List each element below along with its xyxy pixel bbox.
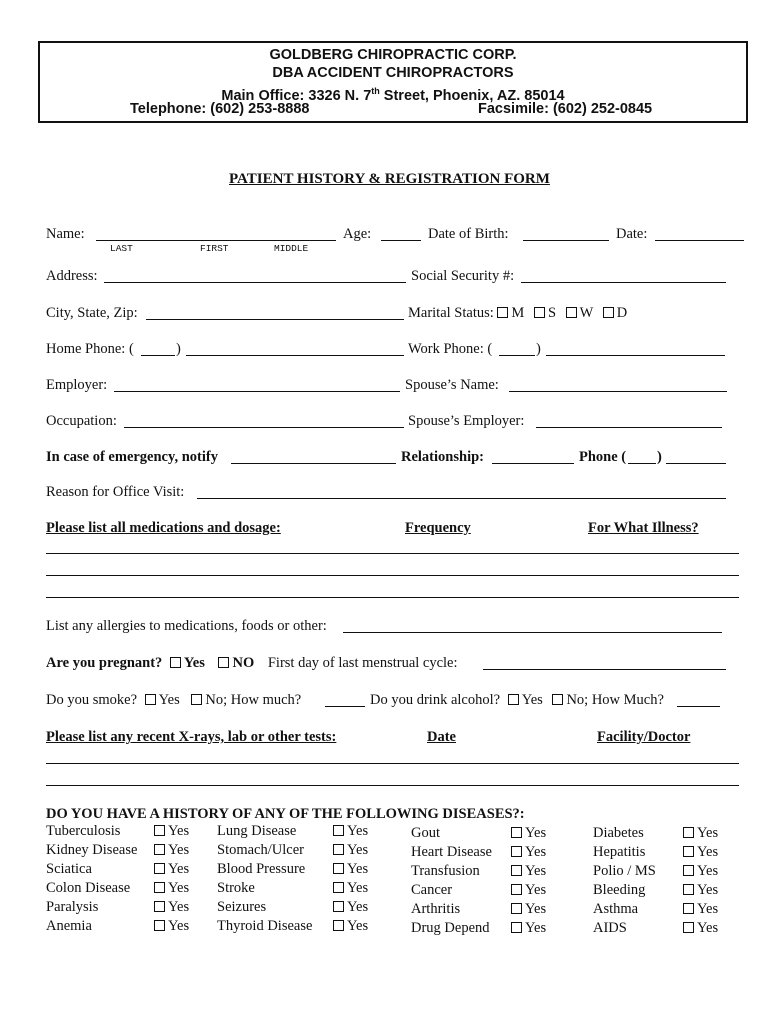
marital-w-label: W <box>579 305 594 321</box>
emergency-contact-label: In case of emergency, notify <box>46 449 218 465</box>
disease-yes-option[interactable] <box>683 862 718 881</box>
disease-yes-checkbox[interactable] <box>683 827 694 838</box>
menstrual-cycle-label: First day of last menstrual cycle: <box>267 655 458 671</box>
address-text: Main Office: 3326 N. 7 <box>221 87 372 104</box>
habits-group <box>46 691 301 709</box>
pregnant-yes-checkbox[interactable] <box>170 657 181 668</box>
pregnant-yes-label: Yes <box>183 655 205 671</box>
disease-yes-checkbox[interactable] <box>511 827 522 838</box>
disease-yes-option[interactable] <box>154 879 189 898</box>
dba-name: DBA ACCIDENT CHIROPRACTORS <box>272 65 514 81</box>
disease-yes-option[interactable] <box>683 843 718 862</box>
disease-label: Colon Disease <box>46 880 131 896</box>
disease-yes-checkbox[interactable] <box>154 844 165 855</box>
disease-label: Transfusion <box>411 863 480 879</box>
disease-yes-checkbox[interactable] <box>154 863 165 874</box>
disease-yes-label: Yes <box>168 899 190 915</box>
disease-yes-option[interactable] <box>333 841 368 860</box>
disease-label: Lung Disease <box>217 823 297 839</box>
disease-yes-option[interactable] <box>511 900 546 919</box>
disease-yes-checkbox[interactable] <box>683 922 694 933</box>
age-label: Age: <box>343 226 372 242</box>
home-phone-label: Home Phone: ( <box>46 341 134 357</box>
disease-label: Paralysis <box>46 899 99 915</box>
disease-yes-checkbox[interactable] <box>333 844 344 855</box>
form-title: PATIENT HISTORY & REGISTRATION FORM <box>229 171 550 187</box>
disease-yes-label: Yes <box>525 882 547 898</box>
disease-label: Tuberculosis <box>46 823 121 839</box>
disease-label: Drug Depend <box>411 920 490 936</box>
disease-yes-option[interactable] <box>154 898 189 917</box>
disease-yes-label: Yes <box>168 918 190 934</box>
disease-yes-checkbox[interactable] <box>154 920 165 931</box>
home-phone-area-field[interactable] <box>141 355 175 356</box>
disease-label: Anemia <box>46 918 92 934</box>
disease-label: Seizures <box>217 899 267 915</box>
disease-label: Gout <box>411 825 440 841</box>
home-phone-paren: ) <box>176 341 181 357</box>
tests-facility-heading: Facility/Doctor <box>597 729 691 745</box>
dob-label: Date of Birth: <box>428 226 509 242</box>
disease-yes-checkbox[interactable] <box>333 863 344 874</box>
occupation-label: Occupation: <box>46 413 117 429</box>
disease-yes-option[interactable] <box>683 881 718 900</box>
disease-label: Polio / MS <box>593 863 656 879</box>
disease-label: Thyroid Disease <box>217 918 313 934</box>
disease-yes-checkbox[interactable] <box>683 903 694 914</box>
relationship-field[interactable] <box>492 463 574 464</box>
medication-line-3[interactable] <box>46 597 739 598</box>
spouse-name-label: Spouse’s Name: <box>405 377 499 393</box>
disease-label: Stomach/Ulcer <box>217 842 304 858</box>
company-name: GOLDBERG CHIROPRACTIC CORP. <box>269 47 517 63</box>
disease-label: Blood Pressure <box>217 861 306 877</box>
disease-yes-option[interactable] <box>333 822 368 841</box>
ssn-field[interactable] <box>521 282 726 283</box>
spouse-employer-label: Spouse’s Employer: <box>408 413 525 429</box>
disease-yes-checkbox[interactable] <box>154 901 165 912</box>
disease-yes-label: Yes <box>697 901 719 917</box>
disease-yes-option[interactable] <box>511 862 546 881</box>
disease-yes-checkbox[interactable] <box>154 825 165 836</box>
work-phone-field[interactable] <box>546 355 725 356</box>
smoke-yes-label: Yes <box>158 692 180 708</box>
disease-yes-label: Yes <box>525 901 547 917</box>
marital-w-checkbox[interactable] <box>566 307 577 318</box>
telephone-number: Telephone: (602) 253-8888 <box>130 101 310 117</box>
emergency-phone-paren: ) <box>657 449 662 465</box>
disease-label: Hepatitis <box>593 844 646 860</box>
disease-yes-label: Yes <box>697 863 719 879</box>
disease-yes-checkbox[interactable] <box>511 846 522 857</box>
disease-yes-option[interactable] <box>154 860 189 879</box>
disease-yes-option[interactable] <box>511 881 546 900</box>
pregnant-no-label: NO <box>232 655 255 671</box>
illness-heading: For What Illness? <box>588 520 699 536</box>
disease-yes-label: Yes <box>525 863 547 879</box>
name-last-caption: LAST <box>110 243 133 254</box>
disease-yes-label: Yes <box>347 861 369 877</box>
name-first-caption: FIRST <box>200 243 229 254</box>
disease-yes-option[interactable] <box>683 900 718 919</box>
work-phone-label: Work Phone: ( <box>408 341 493 357</box>
alcohol-yes-label: Yes <box>521 692 543 708</box>
marital-d-label: D <box>616 305 628 321</box>
fax-number: Facsimile: (602) 252-0845 <box>478 101 653 117</box>
spouse-name-field[interactable] <box>509 391 727 392</box>
disease-yes-label: Yes <box>525 844 547 860</box>
disease-label: Sciatica <box>46 861 92 877</box>
medication-line-2[interactable] <box>46 575 739 576</box>
disease-yes-option[interactable] <box>154 822 189 841</box>
date-label: Date: <box>616 226 648 242</box>
disease-yes-option[interactable] <box>333 917 368 936</box>
pregnancy-question: Are you pregnant? <box>46 655 163 671</box>
disease-yes-checkbox[interactable] <box>333 920 344 931</box>
disease-yes-label: Yes <box>347 899 369 915</box>
disease-yes-label: Yes <box>168 823 190 839</box>
disease-label: Cancer <box>411 882 453 898</box>
disease-yes-label: Yes <box>697 844 719 860</box>
alcohol-amount-field[interactable] <box>677 706 720 707</box>
date-field[interactable] <box>655 240 744 241</box>
disease-label: Heart Disease <box>411 844 492 860</box>
disease-yes-option[interactable] <box>683 919 718 938</box>
disease-yes-label: Yes <box>168 842 190 858</box>
alcohol-yes-checkbox[interactable] <box>508 694 519 705</box>
pregnant-no-checkbox[interactable] <box>218 657 229 668</box>
disease-yes-option[interactable] <box>333 898 368 917</box>
smoke-amount-field[interactable] <box>325 706 365 707</box>
home-phone-field[interactable] <box>186 355 404 356</box>
name-middle-caption: MIDDLE <box>274 243 309 254</box>
smoke-no-checkbox[interactable] <box>191 694 202 705</box>
disease-label: Stroke <box>217 880 255 896</box>
age-field[interactable] <box>381 240 421 241</box>
disease-yes-option[interactable] <box>154 917 189 936</box>
disease-yes-label: Yes <box>347 842 369 858</box>
disease-yes-label: Yes <box>347 918 369 934</box>
disease-yes-label: Yes <box>347 823 369 839</box>
marital-d-checkbox[interactable] <box>603 307 614 318</box>
reason-visit-field[interactable] <box>197 498 726 499</box>
emergency-phone-area-field[interactable] <box>628 463 656 464</box>
disease-label: Asthma <box>593 901 639 917</box>
work-phone-area-field[interactable] <box>499 355 535 356</box>
disease-yes-checkbox[interactable] <box>511 865 522 876</box>
disease-yes-label: Yes <box>168 880 190 896</box>
medication-line-1[interactable] <box>46 553 739 554</box>
disease-yes-option[interactable] <box>154 841 189 860</box>
disease-yes-option[interactable] <box>511 843 546 862</box>
disease-yes-option[interactable] <box>333 879 368 898</box>
disease-yes-label: Yes <box>525 920 547 936</box>
address-superscript: th <box>371 86 380 96</box>
marital-s-checkbox[interactable] <box>534 307 545 318</box>
letterhead-box <box>38 41 748 123</box>
allergies-label: List any allergies to medications, foods or other: <box>46 618 327 634</box>
smoke-yes-checkbox[interactable] <box>145 694 156 705</box>
disease-yes-option[interactable] <box>333 860 368 879</box>
disease-label: Kidney Disease <box>46 842 138 858</box>
reason-visit-label: Reason for Office Visit: <box>46 484 185 500</box>
disease-yes-label: Yes <box>168 861 190 877</box>
ssn-label: Social Security #: <box>411 268 515 284</box>
disease-yes-label: Yes <box>347 880 369 896</box>
disease-yes-checkbox[interactable] <box>511 884 522 895</box>
smoke-no-label: No; How much? <box>205 692 302 708</box>
medications-heading: Please list all medications and dosage: <box>46 520 281 536</box>
pregnancy-group <box>46 654 458 672</box>
employer-field[interactable] <box>114 391 400 392</box>
disease-yes-label: Yes <box>697 882 719 898</box>
marital-status-label: Marital Status: <box>408 305 494 321</box>
address-field[interactable] <box>104 282 406 283</box>
disease-yes-checkbox[interactable] <box>333 901 344 912</box>
name-field[interactable] <box>96 240 336 241</box>
alcohol-group <box>370 691 664 709</box>
disease-yes-checkbox[interactable] <box>511 903 522 914</box>
emergency-phone-field[interactable] <box>666 463 726 464</box>
marital-status-group <box>408 304 627 322</box>
disease-yes-checkbox[interactable] <box>333 825 344 836</box>
marital-s-label: S <box>547 305 557 321</box>
disease-yes-checkbox[interactable] <box>683 884 694 895</box>
alcohol-question: Do you drink alcohol? <box>370 692 501 708</box>
relationship-label: Relationship: <box>401 449 484 465</box>
disease-yes-checkbox[interactable] <box>683 846 694 857</box>
tests-line-2[interactable] <box>46 785 739 786</box>
name-label: Name: <box>46 226 85 242</box>
disease-yes-checkbox[interactable] <box>511 922 522 933</box>
disease-yes-label: Yes <box>697 920 719 936</box>
spouse-employer-field[interactable] <box>536 427 722 428</box>
alcohol-no-label: No; How Much? <box>566 692 664 708</box>
smoke-question: Do you smoke? <box>46 692 138 708</box>
city-state-zip-field[interactable] <box>146 319 404 320</box>
tests-date-heading: Date <box>427 729 456 745</box>
employer-label: Employer: <box>46 377 108 393</box>
disease-label: AIDS <box>593 920 627 936</box>
disease-yes-checkbox[interactable] <box>333 882 344 893</box>
marital-m-label: M <box>511 305 525 321</box>
emergency-phone-label: Phone ( <box>579 449 627 465</box>
dob-field[interactable] <box>523 240 609 241</box>
alcohol-no-checkbox[interactable] <box>552 694 563 705</box>
disease-yes-checkbox[interactable] <box>683 865 694 876</box>
disease-yes-label: Yes <box>525 825 547 841</box>
menstrual-cycle-field[interactable] <box>483 669 726 670</box>
disease-label: Diabetes <box>593 825 644 841</box>
marital-m-checkbox[interactable] <box>497 307 508 318</box>
disease-yes-option[interactable] <box>683 824 718 843</box>
disease-yes-option[interactable] <box>511 919 546 938</box>
city-state-zip-label: City, State, Zip: <box>46 305 138 321</box>
disease-label: Arthritis <box>411 901 461 917</box>
disease-yes-checkbox[interactable] <box>154 882 165 893</box>
work-phone-paren: ) <box>536 341 541 357</box>
address-label: Address: <box>46 268 98 284</box>
tests-heading: Please list any recent X-rays, lab or other tests: <box>46 729 337 745</box>
allergies-field[interactable] <box>343 632 722 633</box>
emergency-contact-field[interactable] <box>231 463 396 464</box>
diseases-heading: DO YOU HAVE A HISTORY OF ANY OF THE FOLLOWING DISEASES?: <box>46 806 525 822</box>
address-text-rest: Street, Phoenix, AZ. 85014 <box>379 87 565 104</box>
frequency-heading: Frequency <box>405 520 471 536</box>
disease-yes-option[interactable] <box>511 824 546 843</box>
disease-label: Bleeding <box>593 882 646 898</box>
occupation-field[interactable] <box>124 427 404 428</box>
disease-yes-label: Yes <box>697 825 719 841</box>
tests-line-1[interactable] <box>46 763 739 764</box>
